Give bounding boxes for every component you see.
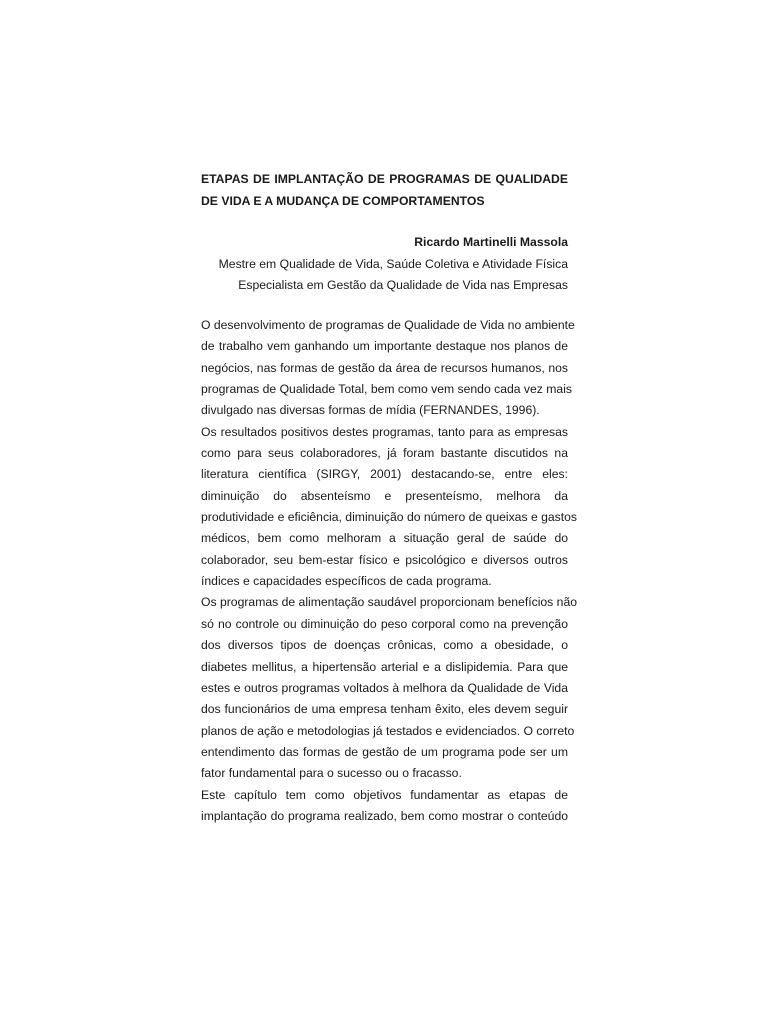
text-line: diminuição do absenteísmo e presenteísmo, melhora da	[201, 488, 568, 503]
paragraph-3	[201, 592, 577, 784]
text-line: negócios, nas formas de gestão da área de recursos humanos, nos	[201, 360, 568, 375]
document-body	[201, 315, 578, 827]
text-line: Os programas de alimentação saudável proporcionam benefícios não	[201, 595, 577, 610]
title-line-2: DE VIDA E A MUDANÇA DE COMPORTAMENTOS	[201, 194, 485, 208]
text-line: dos funcionários de uma empresa tenham êxito, eles devem seguir	[201, 702, 568, 717]
text-line: divulgado nas diversas formas de mídia (FERNANDES, 1996).	[201, 403, 540, 418]
author-credential-2: Especialista em Gestão da Qualidade de Vida nas Empresas	[238, 278, 568, 292]
text-line: Os resultados positivos destes programas, tanto para as empresas	[201, 424, 568, 439]
text-line: dos diversos tipos de doenças crônicas, como a obesidade, o	[201, 638, 568, 653]
text-line: diabetes mellitus, a hipertensão arterial e a dislipidemia. Para que	[201, 659, 568, 674]
text-line: O desenvolvimento de programas de Qualidade de Vida no ambiente	[201, 318, 575, 332]
text-line: colaborador, seu bem-estar físico e psicológico e diversos outros	[201, 552, 568, 567]
text-line: só no controle ou diminuição do peso corporal como na prevenção	[201, 616, 568, 631]
text-line: índices e capacidades específicos de cada programa.	[201, 574, 492, 589]
text-line: implantação do programa realizado, bem como mostrar o conteúdo	[201, 808, 568, 823]
text-line: como para seus colaboradores, já foram bastante discutidos na	[201, 446, 568, 461]
text-line: de trabalho vem ganhando um importante destaque nos planos de	[201, 339, 568, 354]
text-line: literatura científica (SIRGY, 2001) destacando-se, entre eles:	[201, 467, 568, 482]
document-title	[201, 168, 568, 212]
paragraph-2	[201, 422, 578, 593]
paragraph-1	[201, 315, 575, 422]
text-line: médicos, bem como melhoram a situação geral de saúde do	[201, 531, 568, 546]
text-line: planos de ação e metodologias já testados e evidenciados. O correto	[201, 723, 575, 738]
text-line: entendimento das formas de gestão de um programa pode ser um	[201, 744, 568, 759]
text-line: programas de Qualidade Total, bem como vem sendo cada vez mais	[201, 382, 573, 397]
text-line: Este capítulo tem como objetivos fundamentar as etapas de	[201, 787, 568, 802]
author-credential-1: Mestre em Qualidade de Vida, Saúde Coletiva e Atividade Física	[218, 256, 568, 271]
title-line-1: ETAPAS DE IMPLANTAÇÃO DE PROGRAMAS DE QUALIDADE	[201, 172, 568, 186]
author-name: Ricardo Martinelli Massola	[414, 235, 568, 249]
text-line: fator fundamental para o sucesso ou o fracasso.	[201, 766, 462, 781]
text-line: estes e outros programas voltados à melhora da Qualidade de Vida	[201, 680, 568, 695]
author-block	[201, 232, 568, 297]
text-line: produtividade e eficiência, diminuição do número de queixas e gastos	[201, 510, 578, 525]
paragraph-4	[201, 785, 568, 828]
